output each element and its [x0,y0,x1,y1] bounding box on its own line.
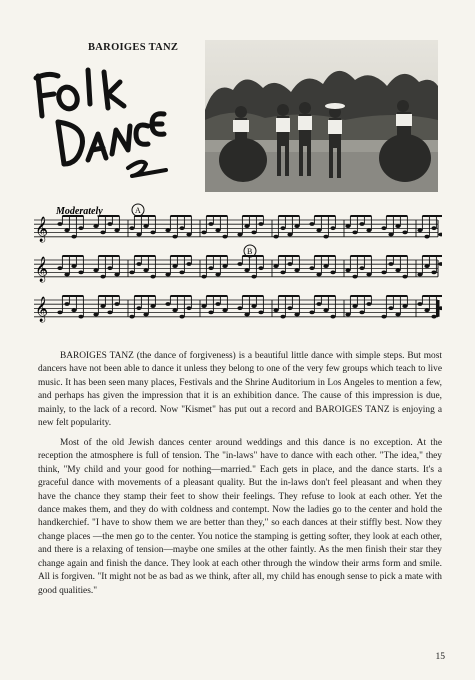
section-a-marker: A [135,206,141,215]
svg-text:𝄞: 𝄞 [35,217,49,242]
svg-text:𝄞: 𝄞 [35,257,49,282]
dancers-photo [205,40,438,192]
music-staves [34,216,442,322]
article-body [38,350,442,604]
section-b-marker: B [247,247,253,256]
paragraph-2: Most of the old Jewish dances center around weddings and this dance is no exception. At the reception the atmosphere is full of tension. The "in-laws" have to dance with each other. "The idea," they think, "My child and your good for nothing—married." Each gets in place, and the dance starts. It's a graceful dance with movements of a pleasant quality. But the in-laws don't feel pleasant and when they have the chance they stamp their feet to show their feelings. They refuse to look at each other. Yet the dance makes them, and they do with coldness and contempt. Now the ladies go to the center and hold the handkerchief. "I have to show them we are better than they," so each dances at their stiffly best. Now they change places —the men go to the center. You notice the stamping is getting softer, they look at each other, and there is a relaxing of tension—maybe one smiles at the other faintly. As the men finish their star they change again and finish the dance. They look at each other through the window their arms form and smile. All is forgiven. "It might not be as bad as we think, after all, my child has enough sense to pick a mate with good qualities." [38,437,442,596]
paragraph-1: BAROIGES TANZ (the dance of forgiveness) is a beautiful little dance with simple steps. But most dancers have not been able to dance it unless they belong to one of the very few groups which teach to live music. It has been seen many places, Festivals and the Shrine Auditorium in Los Angeles to mention a few, and perhaps has given the impression that it is an exhibition dance. The cause of this impression is due, mainly, to the lack of a record. Now "Kismet" has put out a record and BAROIGES TANZ is enjoying a new felt popularity. [38,351,442,429]
sheet-music [34,202,442,342]
header-title: BAROIGES TANZ [88,42,179,53]
page-number: 15 [435,652,445,662]
folk-dance-logo [24,64,174,179]
svg-text:𝄞: 𝄞 [35,297,49,322]
tempo-marking: Moderately [56,206,103,217]
